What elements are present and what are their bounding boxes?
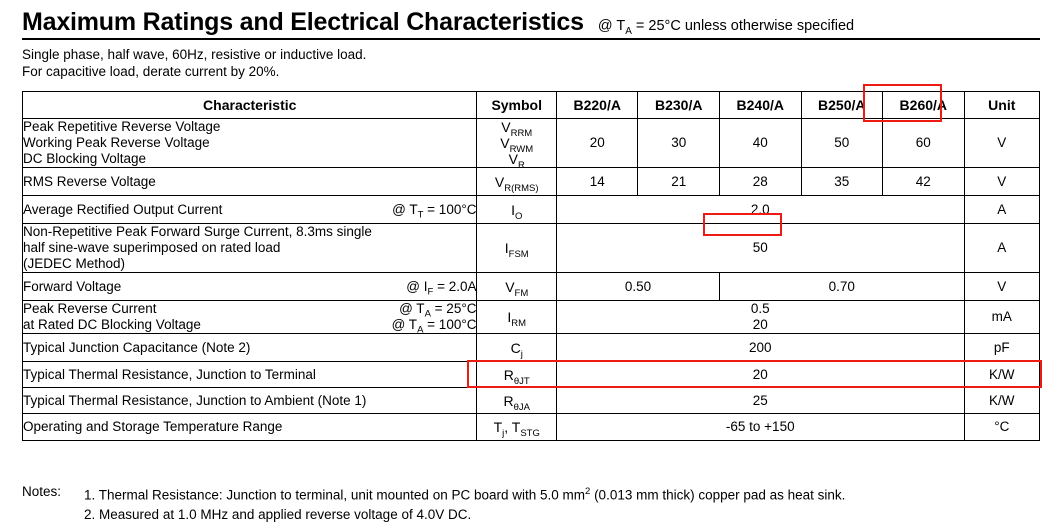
cell-symbol: $I_{RM}$	[477, 301, 556, 334]
col-symbol: Symbol	[477, 92, 556, 119]
cell-value: 28	[720, 168, 802, 196]
sub-tstg: STG	[520, 427, 540, 439]
char-line: Forward Voltage	[23, 278, 122, 294]
title-condition	[597, 18, 855, 37]
cell-value-span: 25	[556, 388, 964, 414]
col-b260a: B260/A	[883, 92, 965, 119]
cell-value: 42	[883, 168, 965, 196]
char-line: Typical Junction Capacitance (Note 2)	[23, 339, 251, 355]
cell-characteristic	[23, 196, 477, 224]
sub-fm: FM	[514, 287, 529, 299]
notes-block	[22, 482, 1042, 524]
cell-characteristic	[23, 362, 477, 388]
notes-row-1	[22, 482, 1042, 505]
symbol-vrwm: $V_{RWM}$	[500, 135, 534, 155]
char-condition: @ $I_F = 2.0A$	[406, 278, 477, 298]
col-b230a: B230/A	[638, 92, 720, 119]
symbol-vrrm: $V_{RRM}$	[501, 119, 533, 139]
cell-value-span: 0.70	[720, 273, 965, 301]
ratings-table	[22, 91, 1040, 441]
char-line: Working Peak Reverse Voltage	[23, 135, 210, 150]
cell-value-span: 0.50	[556, 273, 719, 301]
symbol-vr: $V_R$	[508, 151, 525, 171]
cell-characteristic	[23, 301, 477, 334]
cell-characteristic	[23, 388, 477, 414]
char-condition-value: = 100°C	[427, 317, 477, 332]
char-line: Peak Reverse Current	[23, 301, 157, 316]
char-line: DC Blocking Voltage	[23, 151, 147, 166]
value-line: 0.5	[750, 301, 770, 316]
cell-unit: K/W	[964, 388, 1039, 414]
char-line: Peak Repetitive Reverse Voltage	[23, 119, 221, 134]
title-condition-suffix: = 25°C unless otherwise specified	[631, 18, 855, 34]
intro-line-1: Single phase, half wave, 60Hz, resistive or inductive load.	[22, 47, 367, 62]
intro-line-2: For capacitive load, derate current by 20%.	[22, 64, 280, 79]
value-line: 20	[752, 317, 768, 332]
notes-label: Notes:	[22, 484, 62, 499]
table-row	[23, 119, 1040, 168]
cell-unit: K/W	[964, 362, 1039, 388]
sub-rwm: RWM	[509, 143, 534, 155]
table-row	[23, 168, 1040, 196]
sub-o: O	[514, 210, 523, 222]
cell-value-span: -65 to +150	[556, 414, 964, 441]
note-item-2	[84, 505, 471, 524]
cell-value-span: 20	[556, 362, 964, 388]
title-divider	[22, 38, 1040, 40]
table-header-row	[23, 92, 1040, 119]
char-line-row	[23, 301, 477, 320]
col-characteristic: Characteristic	[23, 92, 477, 119]
page-title-row	[22, 8, 1042, 37]
col-b240a: B240/A	[720, 92, 802, 119]
cell-value: 14	[556, 168, 638, 196]
char-line: Typical Thermal Resistance, Junction to Ambient (Note 1)	[23, 392, 367, 408]
cell-unit: V	[964, 273, 1039, 301]
char-condition: @ $T_T = 100^\circ C$	[392, 201, 477, 221]
col-b220a: B220/A	[556, 92, 638, 119]
cell-value-span	[556, 301, 964, 334]
char-condition-value: = 2.0A	[437, 278, 477, 294]
sub-rm: RM	[511, 317, 527, 329]
sub-thetaja: θJA	[513, 401, 530, 413]
char-condition-value: = 100°C	[427, 201, 477, 217]
title-condition-sub: A	[625, 25, 632, 37]
sub-ta: A	[424, 308, 431, 320]
table-row	[23, 301, 1040, 334]
cell-value: 20	[556, 119, 638, 168]
char-line: half sine-wave superimposed on rated load	[23, 240, 281, 255]
cell-value-span: 2.0	[556, 196, 964, 224]
sub-tt: T	[417, 209, 424, 221]
table-row	[23, 224, 1040, 273]
ratings-table-wrapper	[22, 91, 1040, 441]
cell-value: 60	[883, 119, 965, 168]
table-row	[23, 388, 1040, 414]
sub-fsm: FSM	[508, 248, 529, 260]
sub-rrms: R(RMS)	[504, 182, 539, 194]
sub-ta2: A	[417, 324, 424, 336]
note-1-text-a: Thermal Resistance: Junction to terminal, unit mounted on PC board with 5.0 mm	[98, 487, 586, 503]
cell-characteristic	[23, 119, 477, 168]
char-line: at Rated DC Blocking Voltage	[23, 317, 201, 332]
cell-value: 30	[638, 119, 720, 168]
intro-text	[22, 46, 366, 80]
cell-unit: °C	[964, 414, 1039, 441]
table-row	[23, 334, 1040, 362]
table-row	[23, 414, 1040, 441]
cell-symbol: $I_{FSM}$	[477, 224, 556, 273]
cell-value: 21	[638, 168, 720, 196]
sub-rrm: RRM	[510, 127, 533, 139]
note-1-superscript: 2	[585, 486, 591, 497]
sub-thetajt: θJT	[513, 375, 530, 387]
cell-unit: A	[964, 224, 1039, 273]
cell-value-span: 200	[556, 334, 964, 362]
char-condition-value: = 25°C	[434, 301, 477, 316]
char-line: Non-Repetitive Peak Forward Surge Current, 8.3ms single	[23, 224, 372, 239]
cell-symbol: $R_{\theta JT}$	[477, 362, 556, 388]
cell-characteristic	[23, 273, 477, 301]
char-condition: @ $T_A = 100^\circ C$	[391, 317, 477, 336]
sub-f: F	[427, 286, 434, 298]
cell-symbol: $V_{R(RMS)}$	[477, 168, 556, 196]
cell-symbol: $I_O$	[477, 196, 556, 224]
cell-value: 35	[801, 168, 883, 196]
note-2-number: 2.	[84, 506, 96, 522]
char-line: Operating and Storage Temperature Range	[23, 419, 283, 434]
char-line: Average Rectified Output Current	[23, 201, 223, 217]
note-1-text-b: (0.013 mm thick) copper pad as heat sink.	[590, 487, 846, 503]
sub-tj: j	[502, 427, 505, 439]
char-line: Typical Thermal Resistance, Junction to Terminal	[23, 366, 316, 382]
cell-value-span: 50	[556, 224, 964, 273]
cell-characteristic	[23, 334, 477, 362]
cell-unit: mA	[964, 301, 1039, 334]
note-item-1	[84, 482, 845, 505]
cell-characteristic	[23, 414, 477, 441]
sub-j: j	[520, 348, 523, 360]
char-line: RMS Reverse Voltage	[23, 173, 156, 189]
cell-unit: pF	[964, 334, 1039, 362]
sub-r: R	[517, 159, 525, 171]
cell-symbol	[477, 119, 556, 171]
cell-symbol: $T_j$, $T_{STG}$	[477, 414, 556, 441]
col-b250a: B250/A	[801, 92, 883, 119]
cell-symbol: $R_{\theta JA}$	[477, 388, 556, 414]
char-line: (JEDEC Method)	[23, 256, 126, 271]
cell-symbol: $C_j$	[477, 334, 556, 362]
title-condition-prefix: @ T	[597, 18, 626, 34]
cell-value: 50	[801, 119, 883, 168]
cell-symbol: $V_{FM}$	[477, 273, 556, 301]
cell-characteristic	[23, 168, 477, 196]
table-row	[23, 362, 1040, 388]
note-1-number: 1.	[84, 487, 96, 503]
cell-unit: V	[964, 168, 1039, 196]
page-title: Maximum Ratings and Electrical Characteristics	[22, 8, 584, 36]
char-condition: @ $T_A = 25^\circ C$	[399, 301, 477, 320]
cell-unit: V	[964, 119, 1039, 168]
col-unit: Unit	[964, 92, 1039, 119]
table-row	[23, 196, 1040, 224]
notes-row-2	[22, 505, 1042, 524]
char-line-row	[23, 317, 477, 336]
cell-value: 40	[720, 119, 802, 168]
cell-characteristic	[23, 224, 477, 273]
cell-unit: A	[964, 196, 1039, 224]
table-row	[23, 273, 1040, 301]
note-2-text: Measured at 1.0 MHz and applied reverse voltage of 4.0V DC.	[99, 506, 472, 522]
